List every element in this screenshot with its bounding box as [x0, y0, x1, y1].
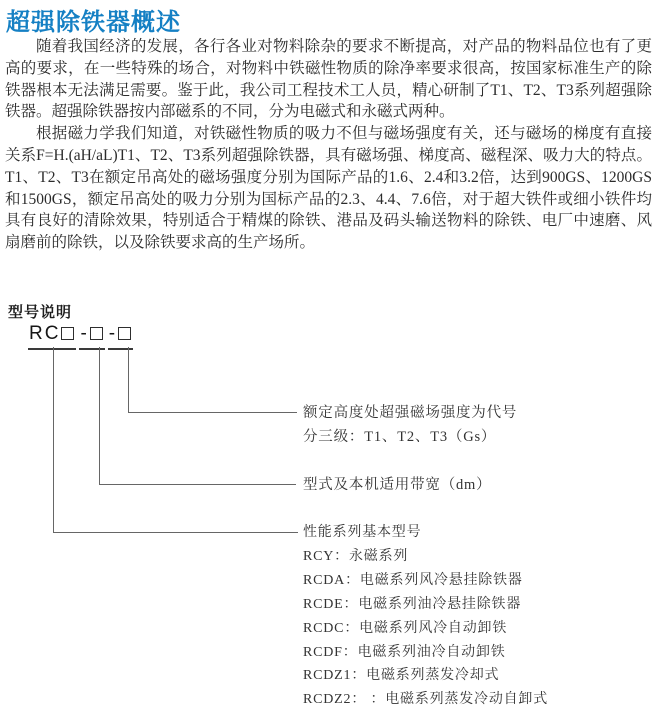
series-list-item: RCDF：电磁系列油冷自动卸铁 [303, 644, 506, 660]
intro-paragraph-1: 随着我国经济的发展，各行各业对物料除杂的要求不断提高，对产品的物料品位也有了更高的要求，在一些特殊的场合，对物料中铁磁性物质的除净率要求很高，按国家标准生产的除铁器根本无法满足需要。鉴于此，我公司工程技术工人员，精心研制了T1、T2、T3系列超强除铁器。超强除铁器按内部磁系的不同，分为电磁式和永磁式两种。 [5, 38, 652, 121]
callout-series-title: 性能系列基本型号 [303, 525, 422, 540]
series-list-item: RCDC：电磁系列风冷自动卸铁 [303, 620, 508, 636]
model-code-segment-3 [108, 323, 133, 350]
callout-bandwidth [303, 473, 491, 497]
callout-field-strength-line-2: 分三级：T1、T2、T3（Gs） [303, 429, 497, 445]
model-section-heading: 型号说明 [8, 303, 73, 321]
series-list-item: RCDA：电磁系列风冷悬挂除铁器 [303, 572, 523, 588]
model-code-separator-1: - [80, 323, 89, 344]
callout-series [303, 521, 548, 712]
callout-field-strength-line-1: 额定高度处超强磁场强度为代号 [303, 405, 518, 421]
intro-paragraph-2: 根据磁力学我们知道，对铁磁性物质的吸力不但与磁场强度有关，还与磁场的梯度有直接关系F=H.(aH/aL)T1、T2、T3系列超强除铁器，具有磁场强、梯度高、磁程深、吸力大的特点。T1、T2、T3在额定吊高处的磁场强度分别为国际产品的1.6、2.4和3.2倍，达到900GS、1200GS和1500GS，额定吊高处的吸力分别为国标产品的2.3、4.4、7.6倍，对于超大铁件或细小铁件均具有良好的清除效果，特别适合于精煤的除铁、港品及码头输送物料的除铁、电厂中速磨、风扇磨前的除铁，以及除铁要求高的生产场所。 [5, 125, 652, 252]
model-code-segment-prefix [28, 323, 76, 350]
series-list-item: RCY：永磁系列 [303, 548, 409, 564]
series-list-item: RCDZ2： ：电磁系列蒸发冷动自卸式 [303, 692, 549, 708]
model-code-letters: RC [29, 323, 61, 344]
model-code [28, 323, 136, 350]
callout-bandwidth-line-1: 型式及本机适用带宽（dm） [303, 477, 492, 493]
model-code-box-1 [61, 327, 74, 340]
intro-text [5, 36, 652, 254]
connector-line-series [53, 347, 298, 533]
series-list [303, 545, 548, 712]
model-code-box-2 [90, 327, 103, 340]
page-title: 超强除铁器概述 [6, 8, 181, 36]
series-list-item: RCDE：电磁系列油冷悬挂除铁器 [303, 596, 522, 612]
series-list-item: RCDZ1：电磁系列蒸发冷却式 [303, 668, 500, 684]
callout-field-strength [303, 401, 517, 449]
model-code-box-3 [118, 327, 131, 340]
model-code-segment-2 [79, 323, 104, 350]
model-code-separator-2: - [108, 323, 118, 344]
